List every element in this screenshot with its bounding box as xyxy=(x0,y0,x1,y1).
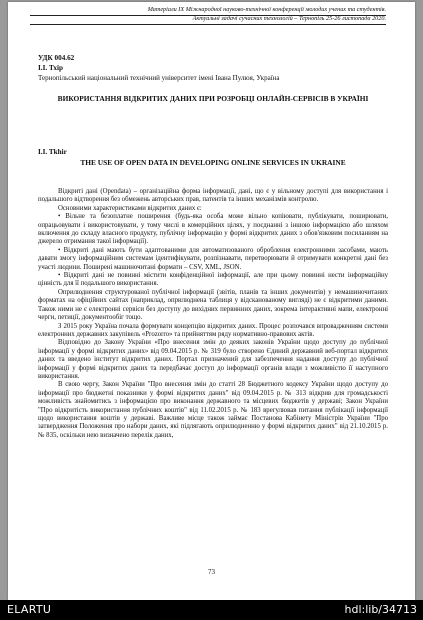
repository-name: ELARTU xyxy=(7,603,52,616)
paragraph: Відповідно до Закону України «Про внесення змін до деяких законів України щодо доступу до публічної інформації у формі відкритих даних» від 09.04.2015 р. № 319 було створено Єдиний державний веб-портал відкритих даних та введено інститут відкритих даних. Портал призначений для забезпечення надання доступу до публічної інформації у формі відкритих даних та передбачає доступ до інформації органів влади з можливістю її наступного використання. xyxy=(38,339,388,380)
header-line-2: Актуальні задачі сучасних технологій – Тернопіль 25-26 листопада 2020. xyxy=(192,14,386,22)
paragraph: Оприлюднення структурованої публічної інформації (звітів, планів та інших документів) у немашиночитаних форматах на офіційних сайтах (наприклад, оприлюднена таблиця у відсканованому вигляді) не є відкритими даними. Також ними не є електронні сервіси без доступу до вихідних первинних даних, зокрема інтерактивні мапи, електронні черги, петиції, документообіг тощо. xyxy=(38,288,388,322)
bullet-item: • Відкриті дані не повинні містити конфіденційної інформації, але при цьому повинні нести інформаційну цінність для її подальшого використання. xyxy=(38,272,388,288)
document-page xyxy=(8,2,415,600)
conference-header xyxy=(30,6,386,23)
handle-id: hdl:lib/34713 xyxy=(344,603,417,616)
body-text xyxy=(38,188,388,440)
paragraph: В свою чергу, Закон України "Про внесення змін до статті 28 Бюджетного кодексу України щодо доступу до інформації про бюджетні показники у формі відкритих даних" від 09.04.2015 р. № 313 відкрив для громадськості можливість знайомитись з інформацією про виконання державного та місцевих бюджетів у державі; Закон України "Про відкритість використання публічних коштів" від 11.02.2015 р. № 183 врегулював питання публікації інформації щодо використання коштів у державі. Важливе місце також займає Постанова Кабінету Міністрів України "Про затвердження Положення про набори даних, які підлягають оприлюдненню у формі відкритих даних" від 21.10.2015 р. № 835, оскільки нею визначено перелік даних, xyxy=(38,381,388,439)
bullet-item: • Відкриті дані мають бути адаптованими для автоматизованого оброблення електронними засобами, мають давати змогу інформаційним системам ідентифікувати, розпізнавати, перетворювати й отримувати конкретні дані без участі людини. Поширені машиночитані формати – CSV, XML, JSON. xyxy=(38,246,388,271)
header-underline-1 xyxy=(30,15,386,16)
header-line-1: Матеріали IX Міжнародної науково-технічної конференції молодих учених та студентів. xyxy=(147,6,386,13)
paragraph: Основними характеристиками відкритих даних є: xyxy=(58,204,202,212)
page-number: 73 xyxy=(208,568,215,576)
affiliation: Тернопільський національний технічний університет імені Івана Пулюя, Україна xyxy=(38,74,280,82)
paragraph: З 2015 року Україна почала формувати концепцію відкритих даних. Процес розпочався впровадженням системи електронних державних закупівель «Prozorro» та прийняттям ряду нормативно-правових актів. xyxy=(38,322,388,338)
udk-code: УДК 004.62 xyxy=(38,54,75,62)
bullet-item: • Вільне та безоплатне поширення (будь-яка особа може вільно копіювати, публікувати, поширювати, опрацьовувати і використовувати, у тому числі в комерційних цілях, у поєднанні з іншою інформацією або шляхом включення до складу власного продукту, публічну інформацію у формі відкритих даних з обов'язковим посиланням на джерело отримання такої інформації). xyxy=(38,213,388,246)
title-english: THE USE OF OPEN DATA IN DEVELOPING ONLINE SERVICES IN UKRAINE xyxy=(80,158,346,167)
repository-footer-bar xyxy=(0,600,423,620)
paragraph: Відкриті дані (Opendata) – організаційна форма інформації, дані, що є у вільному доступі для використання і подальшого відтворення без обмежень авторських прав, патентів та інших механізмів контролю. xyxy=(38,188,388,204)
title-ukrainian: ВИКОРИСТАННЯ ВІДКРИТИХ ДАНИХ ПРИ РОЗРОБЦІ ОНЛАЙН-СЕРВІСІВ В УКРАЇНІ xyxy=(57,94,369,103)
author-ua: І.І. Тхір xyxy=(38,64,64,72)
author-en: I.I. Tkhir xyxy=(38,148,67,156)
header-underline-2 xyxy=(30,24,386,25)
